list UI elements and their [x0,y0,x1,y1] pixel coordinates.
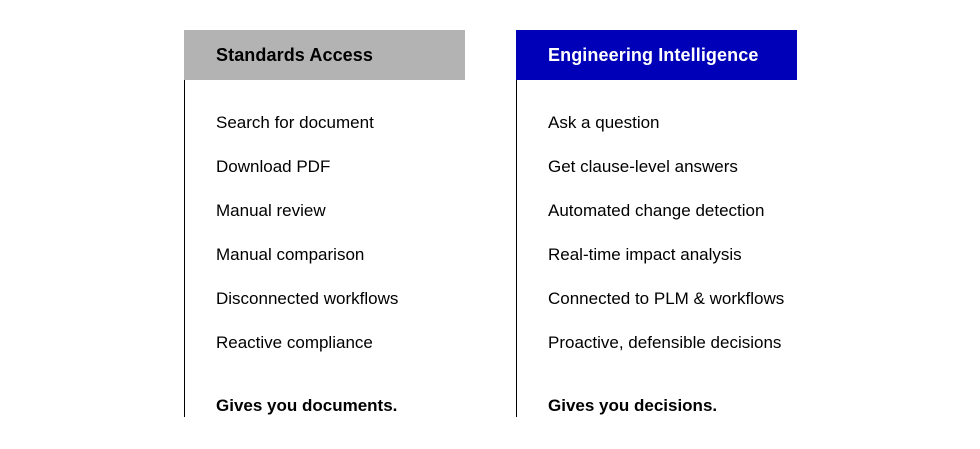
standards-access-column [184,30,465,415]
engineering-intelligence-header: Engineering Intelligence [516,30,797,80]
engineering-intelligence-column [516,30,797,415]
list-item: Disconnected workflows [216,289,399,308]
list-item: Proactive, defensible decisions [548,333,782,352]
list-item: Download PDF [216,157,331,176]
list-item: Manual comparison [216,245,365,264]
engineering-intelligence-list [548,112,784,376]
engineering-intelligence-tagline: Gives you decisions. [548,396,718,415]
standards-access-list [216,112,398,376]
list-item: Search for document [216,113,374,132]
list-item: Reactive compliance [216,333,373,352]
standards-access-tagline: Gives you documents. [216,396,398,415]
list-item: Get clause-level answers [548,157,738,176]
right-column-rule [516,80,517,417]
left-column-rule [184,80,185,417]
list-item: Automated change detection [548,201,765,220]
list-item: Ask a question [548,113,660,132]
list-item: Manual review [216,201,326,220]
list-item: Connected to PLM & workflows [548,289,785,308]
standards-access-header: Standards Access [184,30,465,80]
list-item: Real-time impact analysis [548,245,742,264]
